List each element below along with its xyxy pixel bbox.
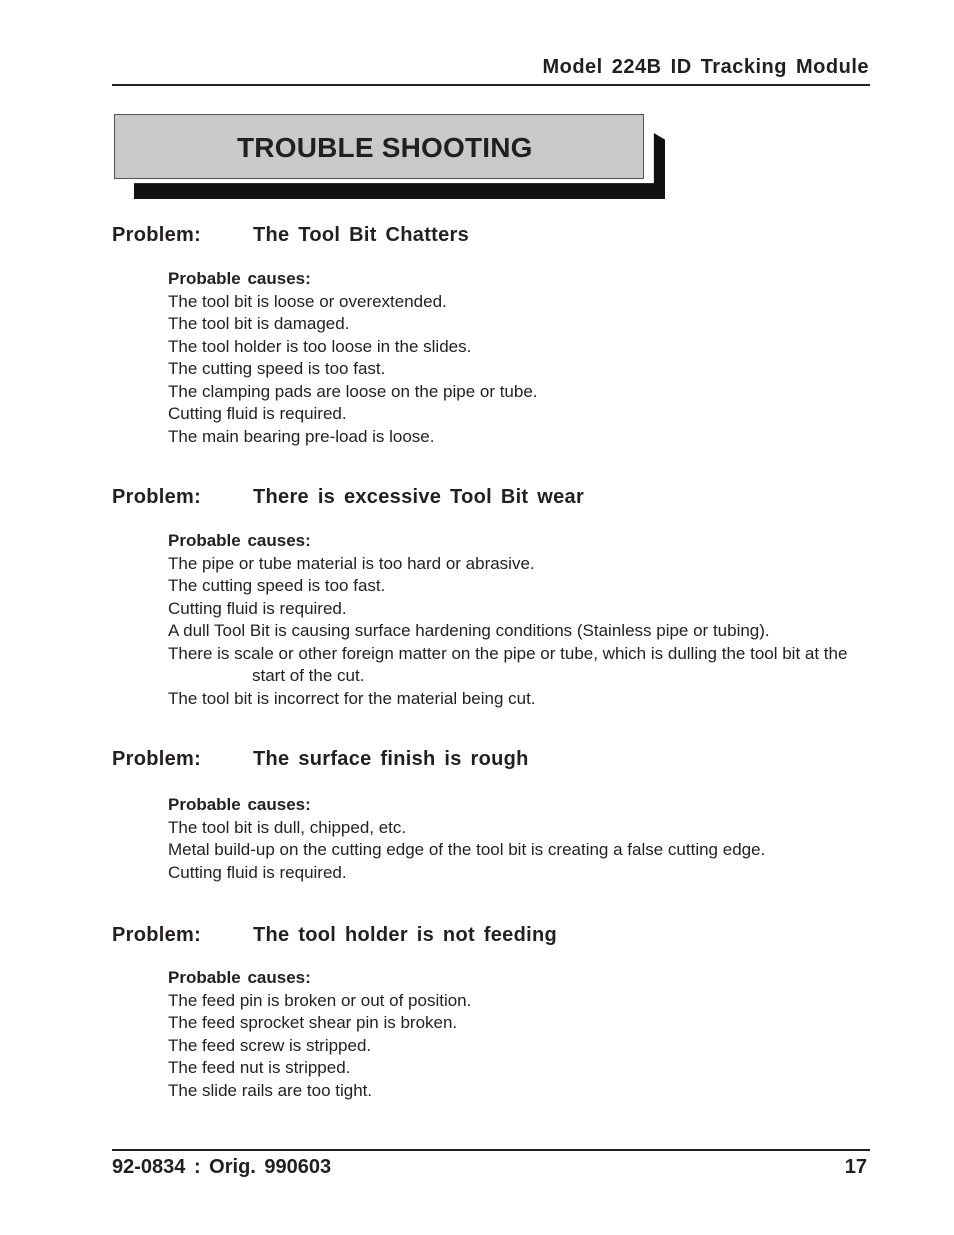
causes-heading: Probable causes: [168,795,311,814]
causes-list [168,268,868,448]
causes-heading: Probable causes: [168,269,311,288]
header-rule [112,84,870,86]
cause-item: The feed sprocket shear pin is broken. [168,1013,458,1032]
cause-item: There is scale or other foreign matter on the pipe or tube, which is dulling the tool bit at the start of the cut. [168,643,848,685]
cause-item: The feed pin is broken or out of position. [168,990,472,1010]
cause-item: The main bearing pre-load is loose. [168,426,435,446]
problem-title: There is excessive Tool Bit wear [253,486,585,508]
page-header-title: Model 224B ID Tracking Module [542,56,869,78]
cause-item: The tool bit is loose or overextended. [168,291,447,311]
problem-heading [112,486,584,509]
causes-heading: Probable causes: [168,968,311,987]
footer-rule [112,1149,870,1151]
section-banner [114,114,644,179]
problem-label: Problem: [112,224,202,246]
problem-title: The tool holder is not feeding [253,924,557,946]
cause-item: The cutting speed is too fast. [168,576,386,595]
cause-item: The pipe or tube material is too hard or abrasive. [168,553,535,573]
causes-heading: Probable causes: [168,531,311,550]
cause-item: Cutting fluid is required. [168,598,347,618]
cause-item: The feed nut is stripped. [168,1058,351,1077]
problem-title: The Tool Bit Chatters [253,224,470,246]
cause-item: The tool bit is damaged. [168,314,350,333]
footer-page-number: 17 [844,1156,867,1178]
cause-item: The tool bit is dull, chipped, etc. [168,817,407,837]
problem-heading [112,224,469,247]
cause-item: The feed screw is stripped. [168,1035,372,1055]
problem-label: Problem: [112,486,202,508]
cause-item: Cutting fluid is required. [168,862,347,882]
cause-item: Cutting fluid is required. [168,404,347,423]
cause-item: The cutting speed is too fast. [168,359,386,378]
problem-label: Problem: [112,924,202,946]
cause-item: A dull Tool Bit is causing surface hardening conditions (Stainless pipe or tubing). [168,621,770,640]
cause-item: The clamping pads are loose on the pipe or tube. [168,381,538,401]
problem-title: The surface finish is rough [253,748,529,770]
footer-doc-number: 92-0834 : Orig. 990603 [112,1156,332,1178]
problem-heading [112,748,529,771]
cause-item: The slide rails are too tight. [168,1080,373,1100]
causes-list [168,967,868,1102]
problem-label: Problem: [112,748,202,770]
cause-item: Metal build-up on the cutting edge of the tool bit is creating a false cutting edge. [168,840,766,859]
cause-item: The tool bit is incorrect for the material being cut. [168,688,536,708]
problem-heading [112,924,557,947]
causes-list [168,794,868,884]
causes-list [168,530,868,710]
section-title: TROUBLE SHOOTING [237,132,533,163]
cause-item: The tool holder is too loose in the slides. [168,336,472,356]
